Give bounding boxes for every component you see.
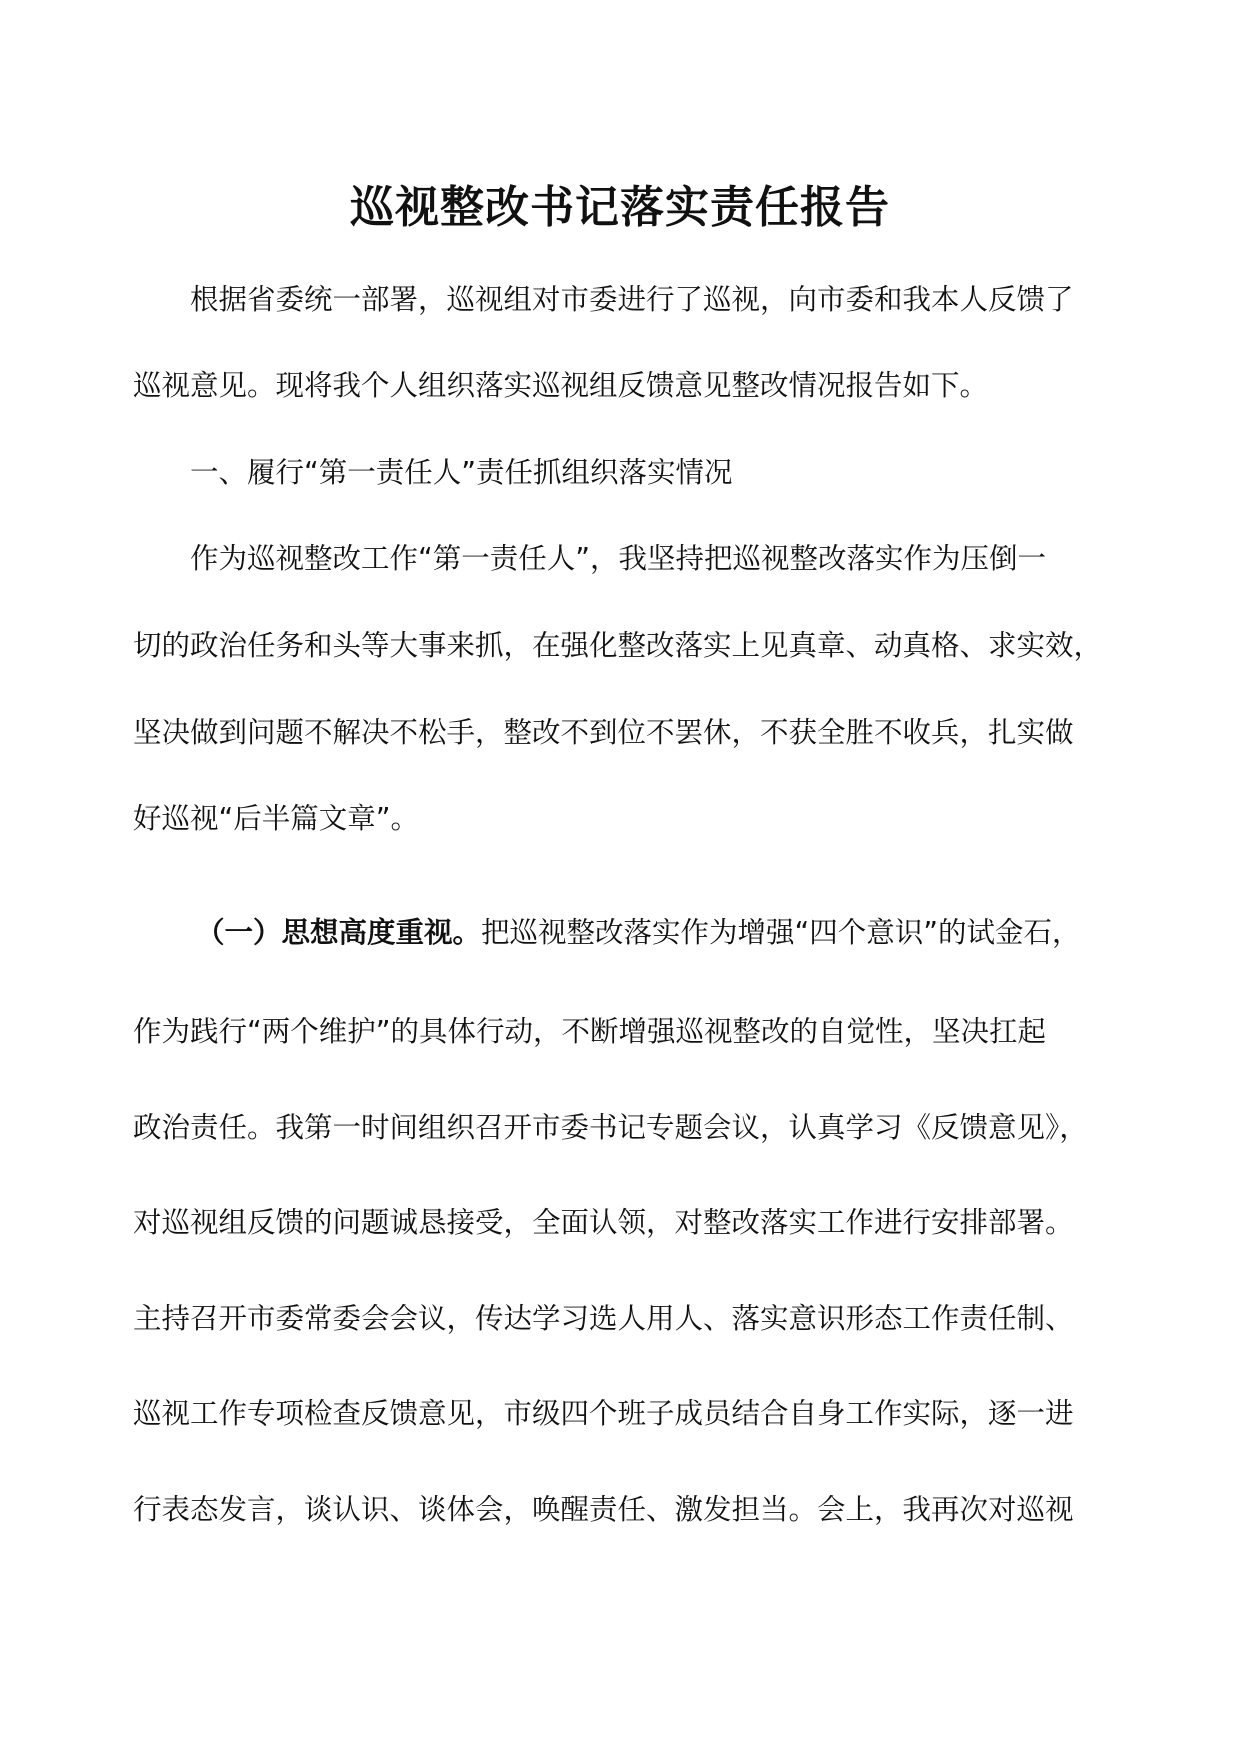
document-title: 巡视整改书记落实责任报告 [350, 182, 890, 233]
paragraph-line: 作为巡视整改工作“第一责任人”，我坚持把巡视整改落实作为压倒一 [190, 542, 1047, 575]
paragraph-line: 巡视工作专项检查反馈意见，市级四个班子成员结合自身工作实际，逐一进 [133, 1397, 1074, 1430]
paragraph-line: 巡视意见。现将我个人组织落实巡视组反馈意见整改情况报告如下。 [133, 369, 989, 402]
section-heading: 一、履行“第一责任人”责任抓组织落实情况 [190, 456, 733, 489]
paragraph-line: 作为践行“两个维护”的具体行动，不断增强巡视整改的自觉性，坚决扛起 [133, 1015, 1047, 1048]
paragraph-line: 根据省委统一部署，巡视组对市委进行了巡视，向市委和我本人反馈了 [190, 283, 1074, 316]
paragraph-line: 行表态发言，谈认识、谈体会，唤醒责任、激发担当。会上，我再次对巡视 [133, 1493, 1074, 1526]
paragraph-line: 对巡视组反馈的问题诚恳接受，全面认领，对整改落实工作进行安排部署。 [133, 1206, 1074, 1239]
paragraph-line: 坚决做到问题不解决不松手，整改不到位不罢休，不获全胜不收兵，扎实做 [133, 716, 1074, 749]
paragraph-line: 主持召开市委常委会会议，传达学习选人用人、落实意识形态工作责任制、 [133, 1302, 1074, 1335]
subsection-first-line [196, 911, 1156, 955]
paragraph-text: 把巡视整改落实作为增强“四个意识”的试金石， [481, 916, 1081, 949]
paragraph-line: 切的政治任务和头等大事来抓，在强化整改落实上见真章、动真格、求实效， [133, 629, 1103, 662]
paragraph-line: 好巡视“后半篇文章”。 [133, 802, 420, 835]
paragraph-line: 政治责任。我第一时间组织召开市委书记专题会议，认真学习《反馈意见》， [133, 1111, 1088, 1144]
subheading-bold: （一）思想高度重视。 [196, 916, 482, 949]
